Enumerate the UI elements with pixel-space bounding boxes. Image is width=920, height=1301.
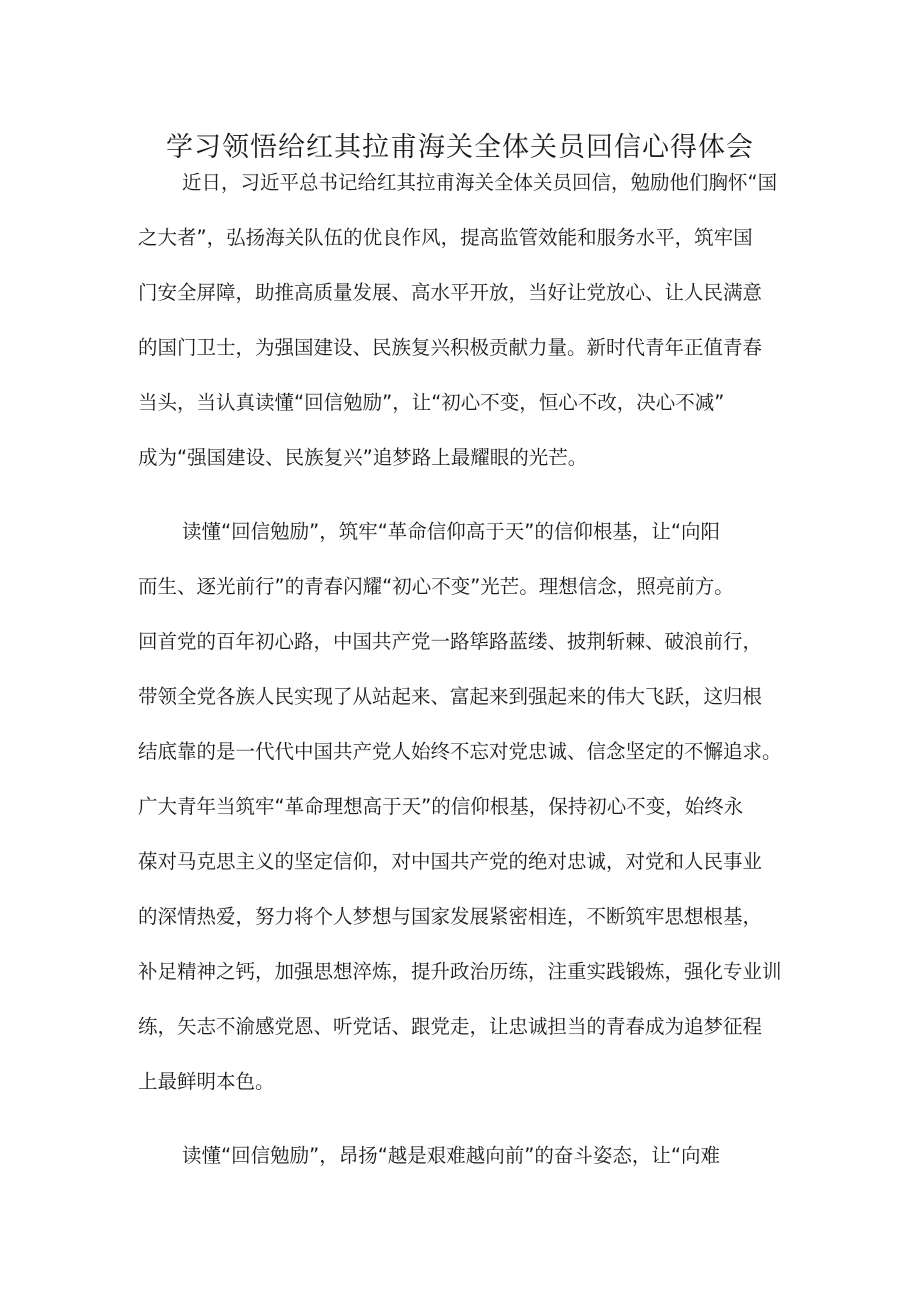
paragraph-3 <box>138 1128 788 1183</box>
paragraph-line: 的深情热爱，努力将个人梦想与国家发展紧密相连，不断筑牢思想根基， <box>138 905 763 928</box>
paragraph-line: 的国门卫士，为强国建设、民族复兴积极贡献力量。新时代青年正值青春 <box>138 336 763 359</box>
paragraph-line: 读懂“回信勉励”，筑牢“革命信仰高于天”的信仰根基，让“向阳 <box>182 520 721 543</box>
paragraph-line: 葆对马克思主义的坚定信仰，对中国共产党的绝对忠诚，对党和人民事业 <box>138 850 763 873</box>
paragraph-line: 回首党的百年初心路，中国共产党一路筚路蓝缕、披荆斩棘、破浪前行， <box>138 630 763 653</box>
paragraph-2 <box>138 504 788 1109</box>
paragraph-line: 当头，当认真读懂“回信勉励”，让“初心不变，恒心不改，决心不减” <box>138 391 725 414</box>
paragraph-line: 广大青年当筑牢“革命理想高于天”的信仰根基，保持初心不变，始终永 <box>138 795 744 818</box>
paragraph-line: 之大者”，弘扬海关队伍的优良作风，提高监管效能和服务水平，筑牢国 <box>138 226 753 249</box>
paragraph-line: 成为“强国建设、民族复兴”追梦路上最耀眼的光芒。 <box>138 446 588 469</box>
paragraph-gap <box>138 485 788 504</box>
document-title: 学习领悟给红其拉甫海关全体关员回信心得体会 <box>166 132 754 163</box>
paragraph-line: 而生、逐光前行”的青春闪耀“初心不变”光芒。理想信念，照亮前方。 <box>138 575 734 598</box>
paragraph-line: 门安全屏障，助推高质量发展、高水平开放，当好让党放心、让人民满意 <box>138 281 763 304</box>
paragraph-line: 练，矢志不渝感党恩、听党话、跟党走，让忠诚担当的青春成为追梦征程 <box>138 1015 763 1038</box>
paragraph-line: 近日，习近平总书记给红其拉甫海关全体关员回信，勉励他们胸怀“国 <box>182 171 778 194</box>
document-body <box>138 155 788 1183</box>
paragraph-gap <box>138 1109 788 1128</box>
paragraph-line: 结底靠的是一代代中国共产党人始终不忘对党忠诚、信念坚定的不懈追求。 <box>138 740 782 763</box>
paragraph-line: 带领全党各族人民实现了从站起来、富起来到强起来的伟大飞跃，这归根 <box>138 685 763 708</box>
paragraph-line: 读懂“回信勉励”，昂扬“越是艰难越向前”的奋斗姿态，让“向难 <box>182 1144 721 1167</box>
paragraph-1 <box>138 155 788 485</box>
paragraph-line: 上最鲜明本色。 <box>138 1070 275 1093</box>
paragraph-line: 补足精神之钙，加强思想淬炼，提升政治历练，注重实践锻炼，强化专业训 <box>138 960 782 983</box>
